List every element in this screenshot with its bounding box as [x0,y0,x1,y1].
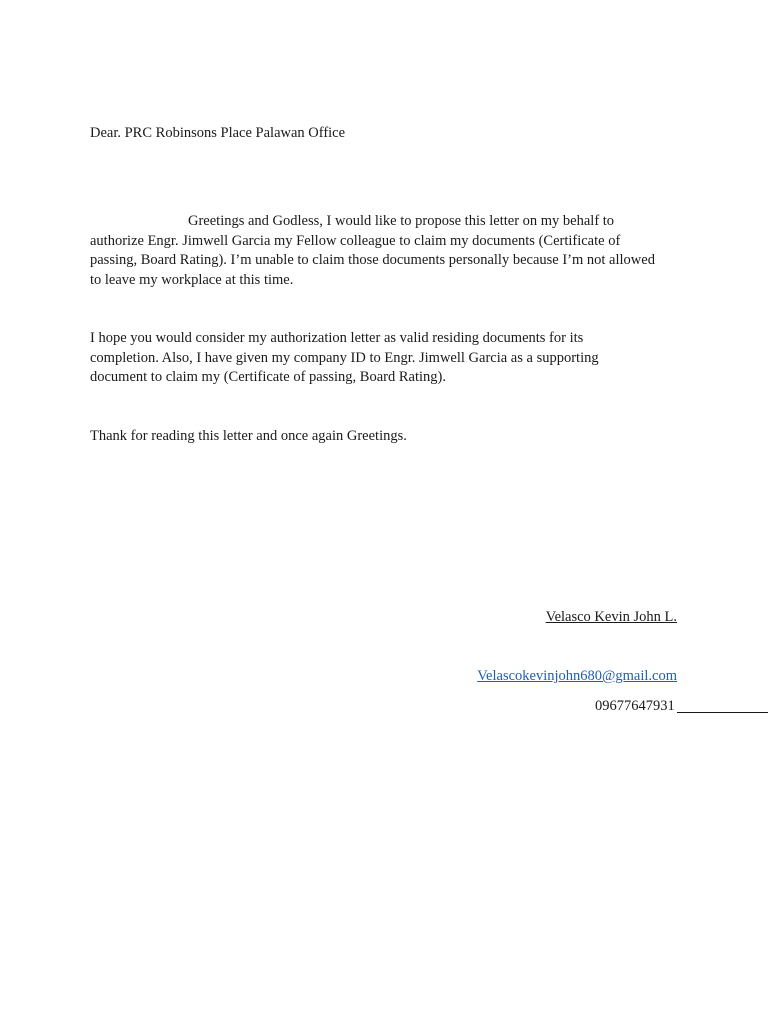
paragraph-closing: Thank for reading this letter and once again Greetings. [90,428,407,444]
paragraph-line: authorize Engr. Jimwell Garcia my Fellow colleague to claim my documents (Certificate of [90,232,621,249]
signature-name: Velasco Kevin John L. [545,609,677,625]
paragraph-authorization [90,212,690,290]
signature-email-link[interactable]: Velascokevinjohn680@gmail.com [477,668,677,684]
paragraph-line: completion. Also, I have given my company ID to Engr. Jimwell Garcia as a supporting [90,349,599,366]
paragraph-consideration [90,329,690,388]
salutation: Dear. PRC Robinsons Place Palawan Office [90,125,346,141]
signature-rule [677,712,768,713]
paragraph-line: passing, Board Rating). I’m unable to claim those documents personally because I’m not allowed [90,252,655,268]
paragraph-line: Greetings and Godless, I would like to propose this letter on my behalf to [188,213,615,229]
paragraph-line: to leave my workplace at this time. [90,271,294,288]
paragraph-line: document to claim my (Certificate of passing, Board Rating). [90,369,446,385]
paragraph-line: I hope you would consider my authorization letter as valid residing documents for its [90,330,584,346]
signature-phone: 09677647931 [595,698,675,714]
